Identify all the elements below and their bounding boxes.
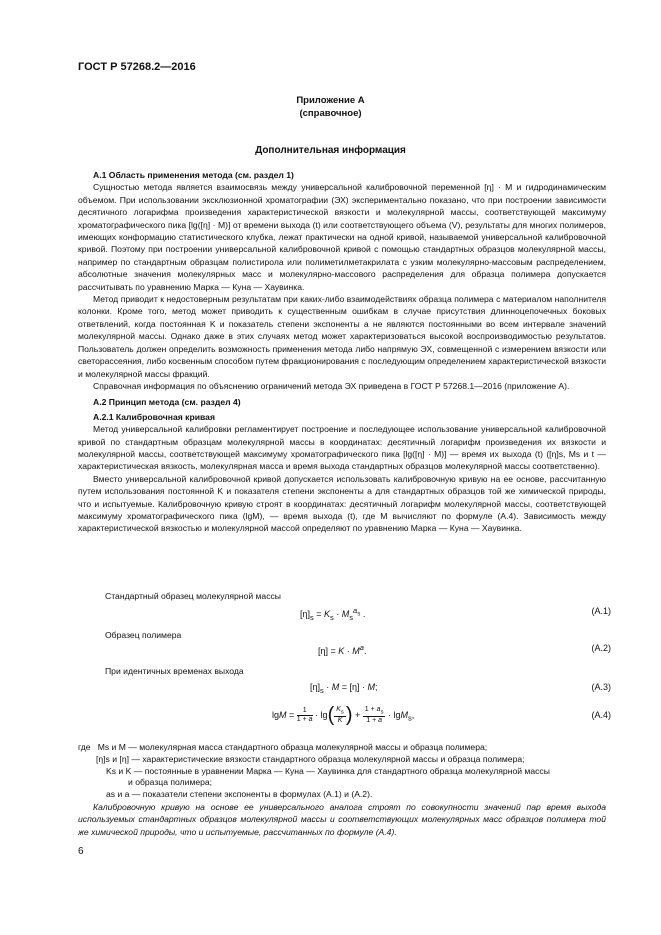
- equation-a2-number: (А.2): [591, 643, 611, 653]
- label-standard-sample: Стандартный образец молекулярной массы: [105, 591, 281, 601]
- a1-paragraph-1: Сущностью метода является взаимосвязь между универсальной калибровочной переменной [η] · M и гидродинамическим объемом. При использовании эксклюзионной хроматографии (ЭХ) экспериментально показано, что при построении зависимости десятичного логарифма произведения характеристической вязкости и молекулярной массы, соответствующей максимуму хроматографического пика [lg([η] · M)] от времени выхода (t) или соответствующего объема (V), результаты для многих полимеров, имеющих конформацию статистического клубка, лежат практически на одной кривой, называемой универсальной калибровочной кривой. Поэтому при построении универсальной калибровочной кривой с помощью стандартных образцов молекулярной массы, например по стандартным образцам полистирола или полиметилметакрилата с узким молекулярно-массовым распределением, абсолютные значения молекулярных масс и молекулярно-массового распределения для образца полимера допускается рассчитывать по уравнению Марка — Куна — Хаувинка.: [78, 182, 606, 292]
- equation-a3-number: (А.3): [591, 682, 611, 692]
- where-line-4: и образца полимера;: [128, 777, 213, 788]
- a2-subheading: А.2.1 Калибровочная кривая: [93, 411, 215, 422]
- section-title: Дополнительная информация: [255, 145, 406, 156]
- appendix-heading: [0, 94, 661, 120]
- a2-heading: А.2 Принцип метода (см. раздел 4): [93, 397, 241, 408]
- appendix-title: Приложение А: [296, 95, 365, 106]
- where-line-3: Ks и K — постоянные в уравнении Марка — Куна — Хаувинка для стандартного образца молекулярной массы: [106, 765, 550, 776]
- where-line-2: [η]s и [η] — характеристические вязкости стандартного образца молекулярной массы и образца полимера;: [96, 753, 525, 764]
- label-polymer-sample: Образец полимера: [105, 630, 182, 640]
- where-text-1: Ms и M — молекулярная масса стандартного образца молекулярной массы и образца полимера;: [97, 742, 488, 752]
- where-line-1: [78, 742, 618, 754]
- where-line-5: as и a — показатели степени экспоненты в формулах (А.1) и (А.2).: [106, 789, 373, 800]
- italic-note: Калибровочную кривую на основе ее универсального аналога строят по совокупности значений пар время выхода используемых стандартных образцов молекулярной массы и соответствующих молекулярных масс образцов полимера той же химической природы, что и испытуемые, рассчитанных по формуле (А.4).: [78, 802, 606, 837]
- document-id: ГОСТ Р 57268.2—2016: [78, 61, 196, 73]
- a2-paragraph-2: Вместо универсальной калибровочной кривой допускается использовать калибровочную кривую на ее основе, рассчитанную путем использования постоянной K и показателя степени экспоненты a для стандартных образцов той же химической природы, что и испытуемые. Калибровочную кривую строят в координатах: десятичный логарифм молекулярной массы, соответствующей максимуму хроматографического пика (lgM), — время выхода (t), где M вычисляют по формуле (А.4). Зависимость между характеристической вязкостью и молекулярной массой определяют по уравнению Марка — Куна — Хаувинка.: [78, 473, 606, 534]
- page-number: 6: [78, 846, 84, 857]
- appendix-subtitle: (справочное): [299, 108, 362, 119]
- equation-a1-number: (А.1): [591, 606, 611, 616]
- a1-paragraph-3: Справочная информация по объяснению ограничений метода ЭХ приведена в ГОСТ Р 57268.1—2016 (приложение А).: [93, 380, 570, 391]
- label-identical-times: При идентичных временах выхода: [105, 666, 244, 676]
- a1-paragraph-2: Метод приводит к недостоверным результатам при каких-либо взаимодействиях образца полимера с материалом наполнителя колонки. Кроме того, метод может приводить к существенным ошибкам в случае присутствия длинноцепочечных боковых ответвлений, когда постоянная K и показатель степени экспоненты a не являются постоянными во всем интервале значений молекулярной массы. Однако даже в этих случаях метод может характеризоваться высокой воспроизводимостью результатов. Пользователь должен определить возможность применения метода либо напрямую ЭХ, совмещенной с измерением вязкости или светорассеяния, либо косвенным способом путем фракционирования с последующим определением характеристической вязкости и молекулярной массы фракций.: [78, 294, 606, 379]
- where-intro: где: [78, 742, 91, 752]
- a1-heading: А.1 Область применения метода (см. раздел 1): [93, 170, 294, 180]
- a2-paragraph-1: Метод универсальной калибровки регламентирует построение и последующее использование универсальной калибровочной кривой по стандартным образцам молекулярной массы в координатах: десятичный логарифм произведения их вязкости и молекулярной массы, соответствующей максимуму хроматографического пика [lg([η] · M)] — время их выхода (t) ([η]s, Ms и t — характеристическая вязкость, молекулярная масса и время выхода стандартных образцов молекулярной массы соответственно).: [78, 424, 606, 472]
- where-block: [78, 742, 618, 801]
- section-a1: [78, 167, 606, 535]
- equation-a4-number: (А.4): [591, 710, 611, 720]
